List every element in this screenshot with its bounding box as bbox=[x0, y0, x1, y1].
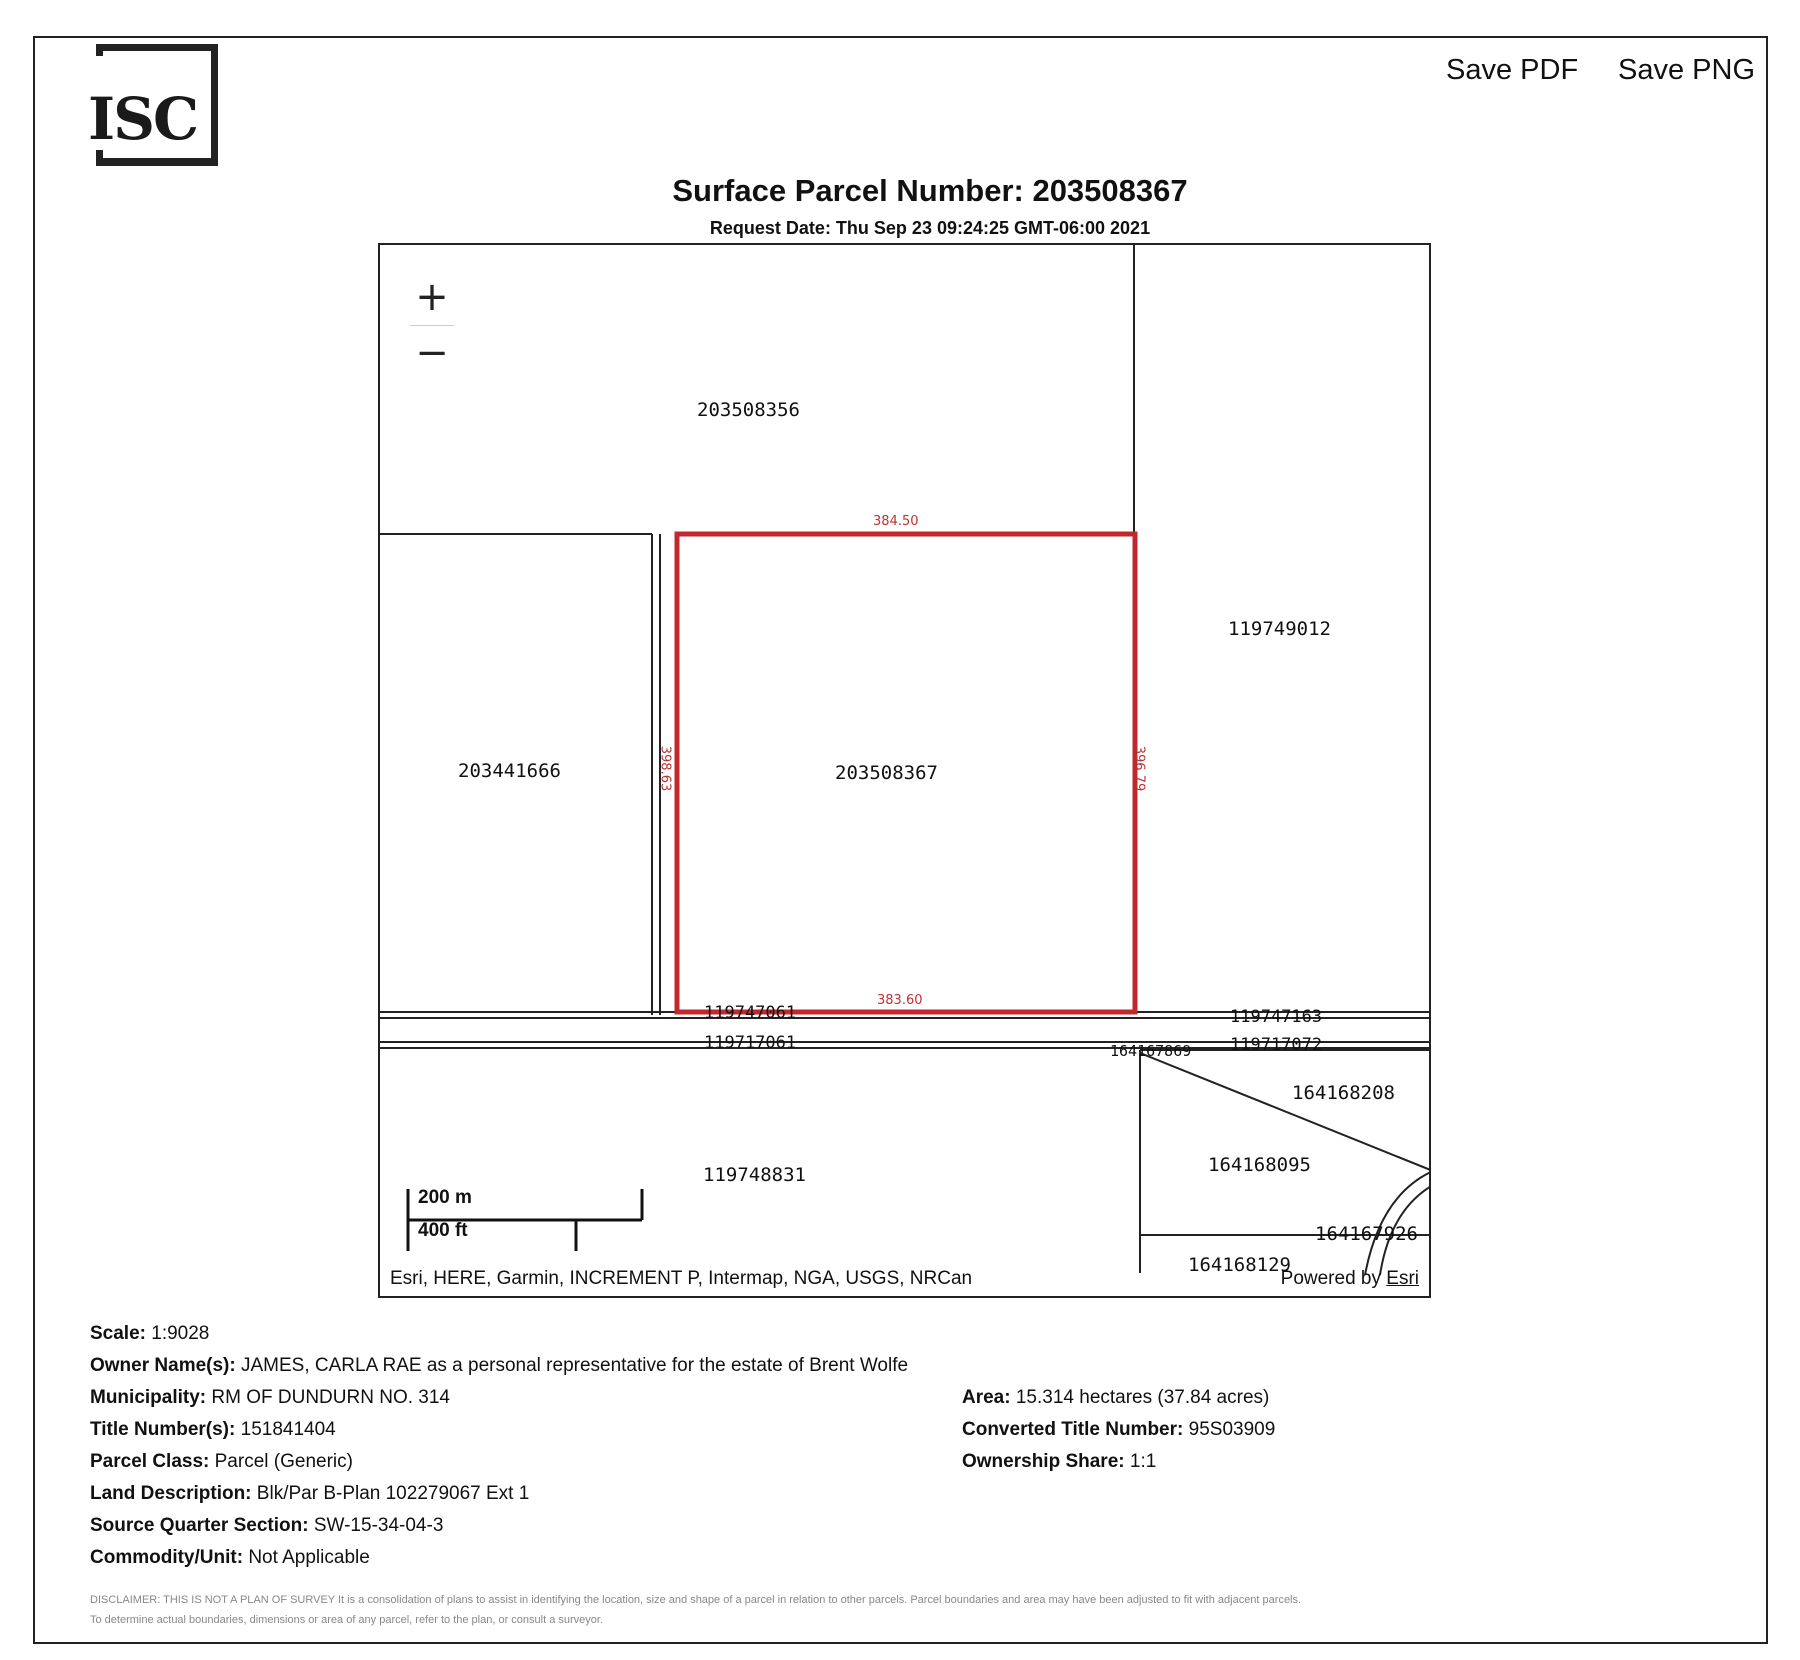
parcel-label[interactable]: 119748831 bbox=[703, 1164, 806, 1186]
save-pdf-button[interactable]: Save PDF bbox=[1446, 54, 1579, 86]
parcel-label[interactable]: 164168208 bbox=[1292, 1082, 1395, 1104]
title-number-row: Title Number(s): 151841404 bbox=[90, 1419, 336, 1440]
esri-link[interactable]: Esri bbox=[1386, 1268, 1419, 1289]
parcel-label[interactable]: 164168129 bbox=[1188, 1254, 1291, 1276]
scale-bar-imperial: 400 ft bbox=[418, 1220, 468, 1241]
parcel-label[interactable]: 119747163 bbox=[1230, 1007, 1323, 1027]
parcel-info-left bbox=[90, 1318, 908, 1574]
parcel-map[interactable] bbox=[378, 243, 1431, 1298]
dimension-bottom: 383.60 bbox=[877, 993, 923, 1008]
parcel-label[interactable]: 203508356 bbox=[697, 399, 800, 421]
request-date: Request Date: Thu Sep 23 09:24:25 GMT-06:00 2021 bbox=[709, 218, 1151, 238]
parcel-label[interactable]: 164168095 bbox=[1208, 1154, 1311, 1176]
dimension-top: 384.50 bbox=[873, 514, 919, 529]
dimension-right: 396.79 bbox=[1131, 745, 1147, 792]
map-attribution: Esri, HERE, Garmin, INCREMENT P, Intermap, NGA, USGS, NRCan bbox=[390, 1268, 973, 1289]
commodity-row: Commodity/Unit: Not Applicable bbox=[90, 1547, 370, 1568]
zoom-in-button[interactable]: + bbox=[415, 274, 449, 320]
parcel-label[interactable]: 119717061 bbox=[704, 1033, 797, 1053]
scale-bar-metric: 200 m bbox=[418, 1187, 472, 1208]
parcel-label-subject[interactable]: 203508367 bbox=[835, 762, 938, 784]
zoom-out-button[interactable]: − bbox=[415, 330, 449, 376]
parcel-label[interactable]: 164167869 bbox=[1110, 1042, 1192, 1060]
area-row: Area: 15.314 hectares (37.84 acres) bbox=[962, 1387, 1270, 1408]
save-png-button[interactable]: Save PNG bbox=[1618, 54, 1755, 86]
powered-by: Powered by Esri bbox=[1280, 1268, 1419, 1289]
municipality-row: Municipality: RM OF DUNDURN NO. 314 bbox=[90, 1387, 450, 1408]
land-description-row: Land Description: Blk/Par B-Plan 102279067 Ext 1 bbox=[90, 1483, 530, 1504]
page-title: Surface Parcel Number: 203508367 bbox=[672, 173, 1188, 208]
quarter-section-row: Source Quarter Section: SW-15-34-04-3 bbox=[90, 1515, 444, 1536]
owner-row: Owner Name(s): JAMES, CARLA RAE as a personal representative for the estate of Brent Wolfe bbox=[90, 1355, 909, 1376]
parcel-label[interactable]: 119749012 bbox=[1228, 618, 1331, 640]
parcel-label[interactable]: 119717072 bbox=[1230, 1035, 1323, 1055]
parcel-info-right bbox=[962, 1382, 1275, 1478]
parcel-label[interactable]: 203441666 bbox=[458, 760, 561, 782]
dimension-left: 398.63 bbox=[657, 745, 673, 792]
parcel-label[interactable]: 164167926 bbox=[1315, 1223, 1418, 1245]
parcel-label[interactable]: 119747061 bbox=[704, 1003, 797, 1023]
scale-row: Scale: 1:9028 bbox=[90, 1323, 210, 1344]
ownership-share-row: Ownership Share: 1:1 bbox=[962, 1451, 1157, 1472]
isc-logo-text: ISC bbox=[88, 85, 198, 153]
converted-title-row: Converted Title Number: 95S03909 bbox=[962, 1419, 1276, 1440]
parcel-class-row: Parcel Class: Parcel (Generic) bbox=[90, 1451, 353, 1472]
disclaimer: DISCLAIMER: THIS IS NOT A PLAN OF SURVEY It is a consolidation of plans to assist in identifying the location, size and shape of a parcel in relation to other parcels. Parcel boundaries and area may have been adjusted to fit with adjacent parcels. To determine actual boundaries, dimensions or area of any parcel, refer to the plan, or consult a surveyor. bbox=[90, 1594, 1302, 1626]
